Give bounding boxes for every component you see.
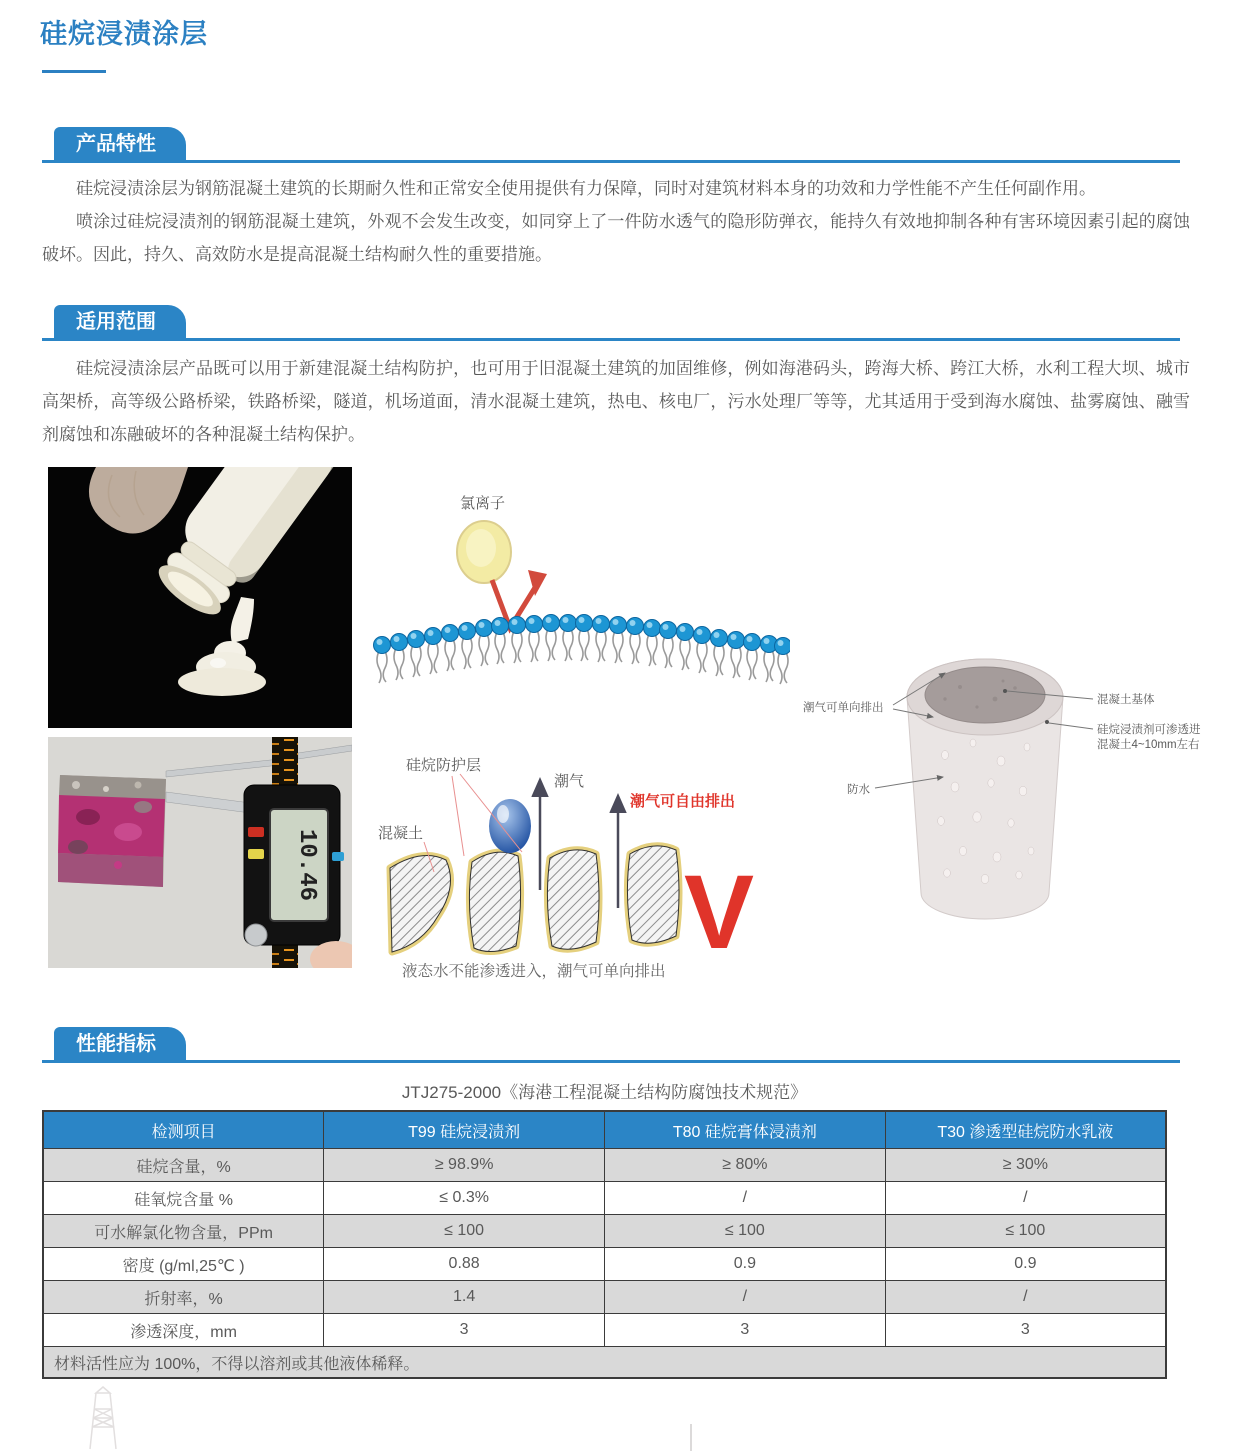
caliper-body bbox=[244, 785, 344, 945]
table-cell: 硅氧烷含量 % bbox=[43, 1182, 324, 1215]
table-row bbox=[43, 1281, 1166, 1314]
table-footnote: 材料活性应为 100%，不得以溶剂或其他液体稀释。 bbox=[43, 1347, 1166, 1379]
table-cell: ≥ 98.9% bbox=[324, 1149, 605, 1182]
chloride-rebound-diagram bbox=[372, 470, 790, 718]
matrix-label: 混凝土基体 bbox=[1097, 694, 1155, 706]
table-cell: 硅烷含量，% bbox=[43, 1149, 324, 1182]
moisture-caption: 液态水不能渗透进入，潮气可单向排出 bbox=[402, 963, 666, 980]
check-mark: V bbox=[684, 854, 755, 971]
table-cell: 3 bbox=[324, 1314, 605, 1347]
table-cell: / bbox=[605, 1281, 886, 1314]
table-cell: / bbox=[605, 1182, 886, 1215]
tower-watermark bbox=[80, 1385, 126, 1451]
table-cell: 1.4 bbox=[324, 1281, 605, 1314]
spec-table bbox=[42, 1110, 1167, 1379]
silane-cream-photo bbox=[48, 467, 352, 728]
table-row bbox=[43, 1248, 1166, 1281]
section-heading-features: 产品特性 bbox=[54, 127, 186, 160]
table-cell: 0.88 bbox=[324, 1248, 605, 1281]
free-escape-label: 潮气可自由排出 bbox=[630, 793, 736, 810]
table-cell: 3 bbox=[605, 1314, 886, 1347]
caliper-button-blue bbox=[332, 852, 344, 861]
table-cell: 渗透深度，mm bbox=[43, 1314, 324, 1347]
table-cell: / bbox=[885, 1281, 1166, 1314]
penetration-label-2: 混凝土4~10mm左右 bbox=[1097, 739, 1200, 751]
table-header-row bbox=[43, 1111, 1166, 1149]
table-cell: 0.9 bbox=[885, 1248, 1166, 1281]
penetration-label-1: 硅烷浸渍剂可渗透进 bbox=[1097, 724, 1201, 736]
concrete-sample bbox=[58, 775, 166, 887]
section-heading-scope: 适用范围 bbox=[54, 305, 186, 338]
table-header-cell: T30 渗透型硅烷防水乳液 bbox=[885, 1111, 1166, 1149]
silane-layer-label: 硅烷防护层 bbox=[406, 757, 482, 774]
figure-gallery bbox=[0, 440, 1235, 1015]
spec-standard-caption: JTJ275-2000《海港工程混凝土结构防腐蚀技术规范》 bbox=[401, 1083, 808, 1102]
table-cell: ≤ 100 bbox=[885, 1215, 1166, 1248]
table-cell: ≤ 100 bbox=[605, 1215, 886, 1248]
bottle-pour-illustration bbox=[48, 467, 352, 728]
caliper-button-red bbox=[248, 827, 264, 837]
table-cell: ≥ 30% bbox=[885, 1149, 1166, 1182]
vapor-label: 潮气 bbox=[554, 773, 585, 790]
moisture-escape-diagram bbox=[372, 740, 790, 990]
section-band-scope bbox=[42, 305, 1180, 341]
caliper-reading: 10.46 bbox=[293, 828, 320, 902]
features-paragraphs bbox=[42, 172, 1190, 271]
section-band-performance bbox=[42, 1027, 1180, 1063]
table-cell: ≤ 100 bbox=[324, 1215, 605, 1248]
paragraph: 硅烷浸渍涂层产品既可以用于新建混凝土结构防护，也可用于旧混凝土建筑的加固维修，例如海港码头，跨海大桥、跨江大桥，水利工程大坝、城市高架桥，高等级公路桥梁，铁路桥梁，隧道，机场道面，清水混凝土建筑，热电、核电厂，污水处理厂等等，尤其适用于受到海水腐蚀、盐雾腐蚀、融雪剂腐蚀和冻融破坏的各种混凝土结构保护。 bbox=[42, 359, 1190, 444]
vapor-out-label: 潮气可单向排出 bbox=[803, 702, 884, 714]
table-header-cell: T80 硅烷膏体浸渍剂 bbox=[605, 1111, 886, 1149]
table-row bbox=[43, 1182, 1166, 1215]
chloride-ion-label: 氯离子 bbox=[460, 495, 506, 512]
concrete-cylinder-diagram bbox=[795, 625, 1235, 935]
table-row bbox=[43, 1149, 1166, 1182]
table-header-cell: 检测项目 bbox=[43, 1111, 324, 1149]
table-cell: 折射率，% bbox=[43, 1281, 324, 1314]
caliper-button-yellow bbox=[248, 849, 264, 859]
table-header-cell: T99 硅烷浸渍剂 bbox=[324, 1111, 605, 1149]
table-cell: 密度 (g/ml,25℃ ) bbox=[43, 1248, 324, 1281]
waterproof-label: 防水 bbox=[847, 784, 870, 796]
table-cell: 0.9 bbox=[605, 1248, 886, 1281]
penetration-depth-photo bbox=[48, 737, 352, 968]
watermark-line bbox=[690, 1424, 692, 1451]
table-cell: ≥ 80% bbox=[605, 1149, 886, 1182]
table-footnote-row bbox=[43, 1347, 1166, 1379]
paragraph: 硅烷浸渍涂层为钢筋混凝土建筑的长期耐久性和正常安全使用提供有力保障，同时对建筑材料本身的功效和力学性能不产生任何副作用。 bbox=[76, 179, 1096, 198]
water-droplet bbox=[489, 799, 531, 853]
concrete-label: 混凝土 bbox=[378, 825, 424, 842]
table-row bbox=[43, 1314, 1166, 1347]
table-cell: 3 bbox=[885, 1314, 1166, 1347]
table-cell: 可水解氯化物含量，PPm bbox=[43, 1215, 324, 1248]
scope-paragraph bbox=[42, 352, 1190, 451]
section-heading-performance: 性能指标 bbox=[54, 1027, 186, 1060]
caliper-thumb-roller bbox=[245, 924, 267, 946]
concrete-core bbox=[925, 667, 1045, 723]
table-cell: / bbox=[885, 1182, 1166, 1215]
paragraph: 喷涂过硅烷浸渍剂的钢筋混凝土建筑，外观不会发生改变，如同穿上了一件防水透气的隐形防弹衣，能持久有效地抑制各种有害环境因素引起的腐蚀破坏。因此，持久、高效防水是提高混凝土结构耐久性的重要措施。 bbox=[42, 212, 1190, 264]
title-underline bbox=[42, 70, 106, 73]
table-row bbox=[43, 1215, 1166, 1248]
page-title: 硅烷浸渍涂层 bbox=[40, 19, 208, 49]
table-cell: ≤ 0.3% bbox=[324, 1182, 605, 1215]
section-band-features bbox=[42, 127, 1180, 163]
